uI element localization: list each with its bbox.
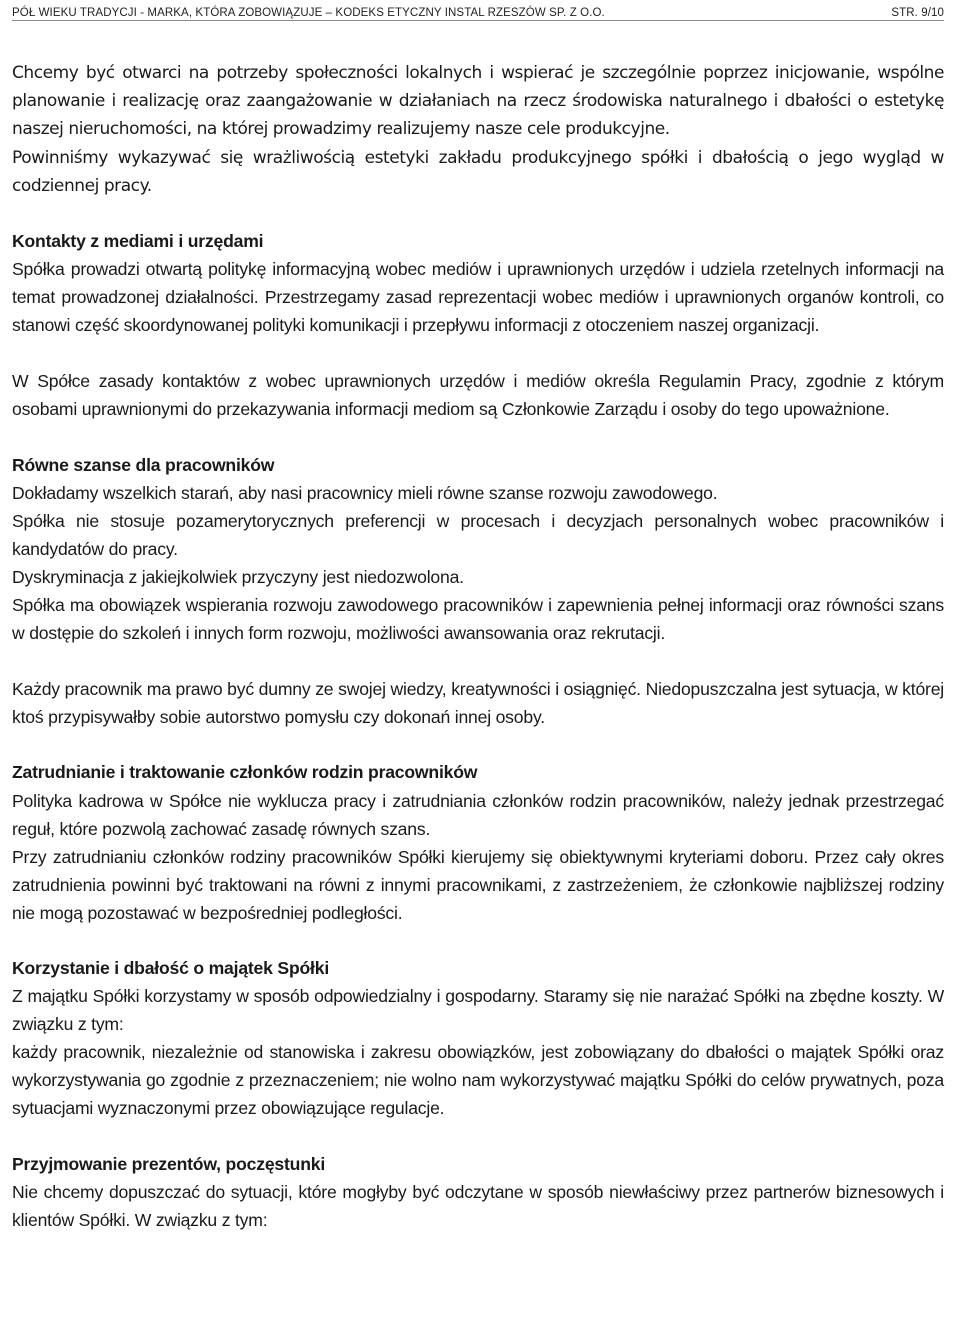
intro-paragraph: Powinniśmy wykazywać się wrażliwością estetyki zakładu produkcyjnego spółki i dbałością o jego wygląd w codziennej pracy. [12, 147, 944, 196]
paragraph: Przy zatrudnianiu członków rodziny pracowników Spółki kierujemy się obiektywnymi kryteriami doboru. Przez cały okres zatrudnienia powinni być traktowani na równi z innymi pracownikami, z zastrzeżeniem, że członkowie najbliższej rodziny nie mogą pozostawać w bezpośredniej podległości. [12, 846, 944, 923]
paragraph: W Spółce zasady kontaktów z wobec uprawnionych urzędów i mediów określa Regulamin Pracy, zgodnie z którym osobami uprawnionymi do przekazywania informacji mediom są Członkowie Zarządu i osoby do tego upoważnione. [12, 371, 944, 420]
paragraph: każdy pracownik, niezależnie od stanowiska i zakresu obowiązków, jest zobowiązany do dbałości o majątek Spółki oraz wykorzystywania go zgodnie z przeznaczeniem; nie wolno nam wykorzystywać majątku Spółki do celów prywatnych, poza sytuacjami wyznaczonymi przez obowiązujące regulacje. [12, 1042, 944, 1119]
section-company-assets [12, 954, 944, 1123]
paragraph: Spółka ma obowiązek wspierania rozwoju zawodowego pracowników i zapewnienia pełnej informacji oraz równości szans w dostępie do szkoleń i innych form rozwoju, możliwości awansowania oraz rekrutacji. [12, 595, 944, 644]
intro-block [12, 59, 944, 200]
paragraph: Z majątku Spółki korzystamy w sposób odpowiedzialny i gospodarny. Staramy się nie narażać Spółki na zbędne koszty. W związku z tym: [12, 986, 944, 1035]
paragraph: Każdy pracownik ma prawo być dumny ze swojej wiedzy, kreatywności i osiągnięć. Niedopuszczalna jest sytuacja, w której ktoś przypisywałby sobie autorstwo pomysłu czy dokonań innej osoby. [12, 679, 944, 728]
section-equal-opportunities [12, 451, 944, 732]
section-heading: Równe szanse dla pracowników [12, 454, 275, 475]
section-heading: Kontakty z mediami i urzędami [12, 231, 264, 252]
paragraph: Polityka kadrowa w Spółce nie wyklucza pracy i zatrudniania członków rodzin pracowników, należy jednak przestrzegać reguł, które pozwolą zachować zasadę równych szans. [12, 790, 944, 839]
paragraph: Spółka prowadzi otwartą politykę informacyjną wobec mediów i uprawnionych urzędów i udziela rzetelnych informacji na temat prowadzonej działalności. Przestrzegamy zasad reprezentacji wobec mediów i uprawnionych organów kontroli, co stanowi część skoordynowanej polityki komunikacji i przepływu informacji z otoczeniem naszej organizacji. [12, 259, 944, 336]
page-number: STR. 9/10 [891, 7, 944, 19]
paragraph: Dokładamy wszelkich starań, aby nasi pracownicy mieli równe szanse rozwoju zawodowego. [12, 482, 718, 503]
section-family-employment [12, 758, 944, 927]
header-title: PÓŁ WIEKU TRADYCJI - MARKA, KTÓRA ZOBOWIĄZUJE – KODEKS ETYCZNY INSTAL RZESZÓW SP. Z O.O. [12, 7, 605, 19]
intro-paragraph: Chcemy być otwarci na potrzeby społeczności lokalnych i wspierać je szczególnie poprzez inicjowanie, wspólne planowanie i realizację oraz zaangażowanie w działaniach na rzecz środowiska naturalnego i dbałości o estetykę naszej nieruchomości, na której prowadzimy realizujemy nasze cele produkcyjne. [12, 63, 944, 140]
paragraph: Spółka nie stosuje pozamerytorycznych preferencji w procesach i decyzjach personalnych wobec pracowników i kandydatów do pracy. [12, 510, 944, 559]
running-header [12, 0, 944, 21]
section-heading: Korzystanie i dbałość o majątek Spółki [12, 957, 330, 978]
section-heading: Zatrudnianie i traktowanie członków rodzin pracowników [12, 762, 478, 783]
section-heading: Przyjmowanie prezentów, poczęstunki [12, 1153, 326, 1174]
paragraph: Nie chcemy dopuszczać do sytuacji, które mogłyby być odczytane w sposób niewłaściwy przez partnerów biznesowych i klientów Spółki. W związku z tym: [12, 1181, 944, 1230]
section-gifts [12, 1150, 944, 1234]
document-page [12, 0, 944, 1234]
section-media-contacts [12, 227, 944, 424]
paragraph: Dyskryminacja z jakiejkolwiek przyczyny jest niedozwolona. [12, 566, 464, 587]
